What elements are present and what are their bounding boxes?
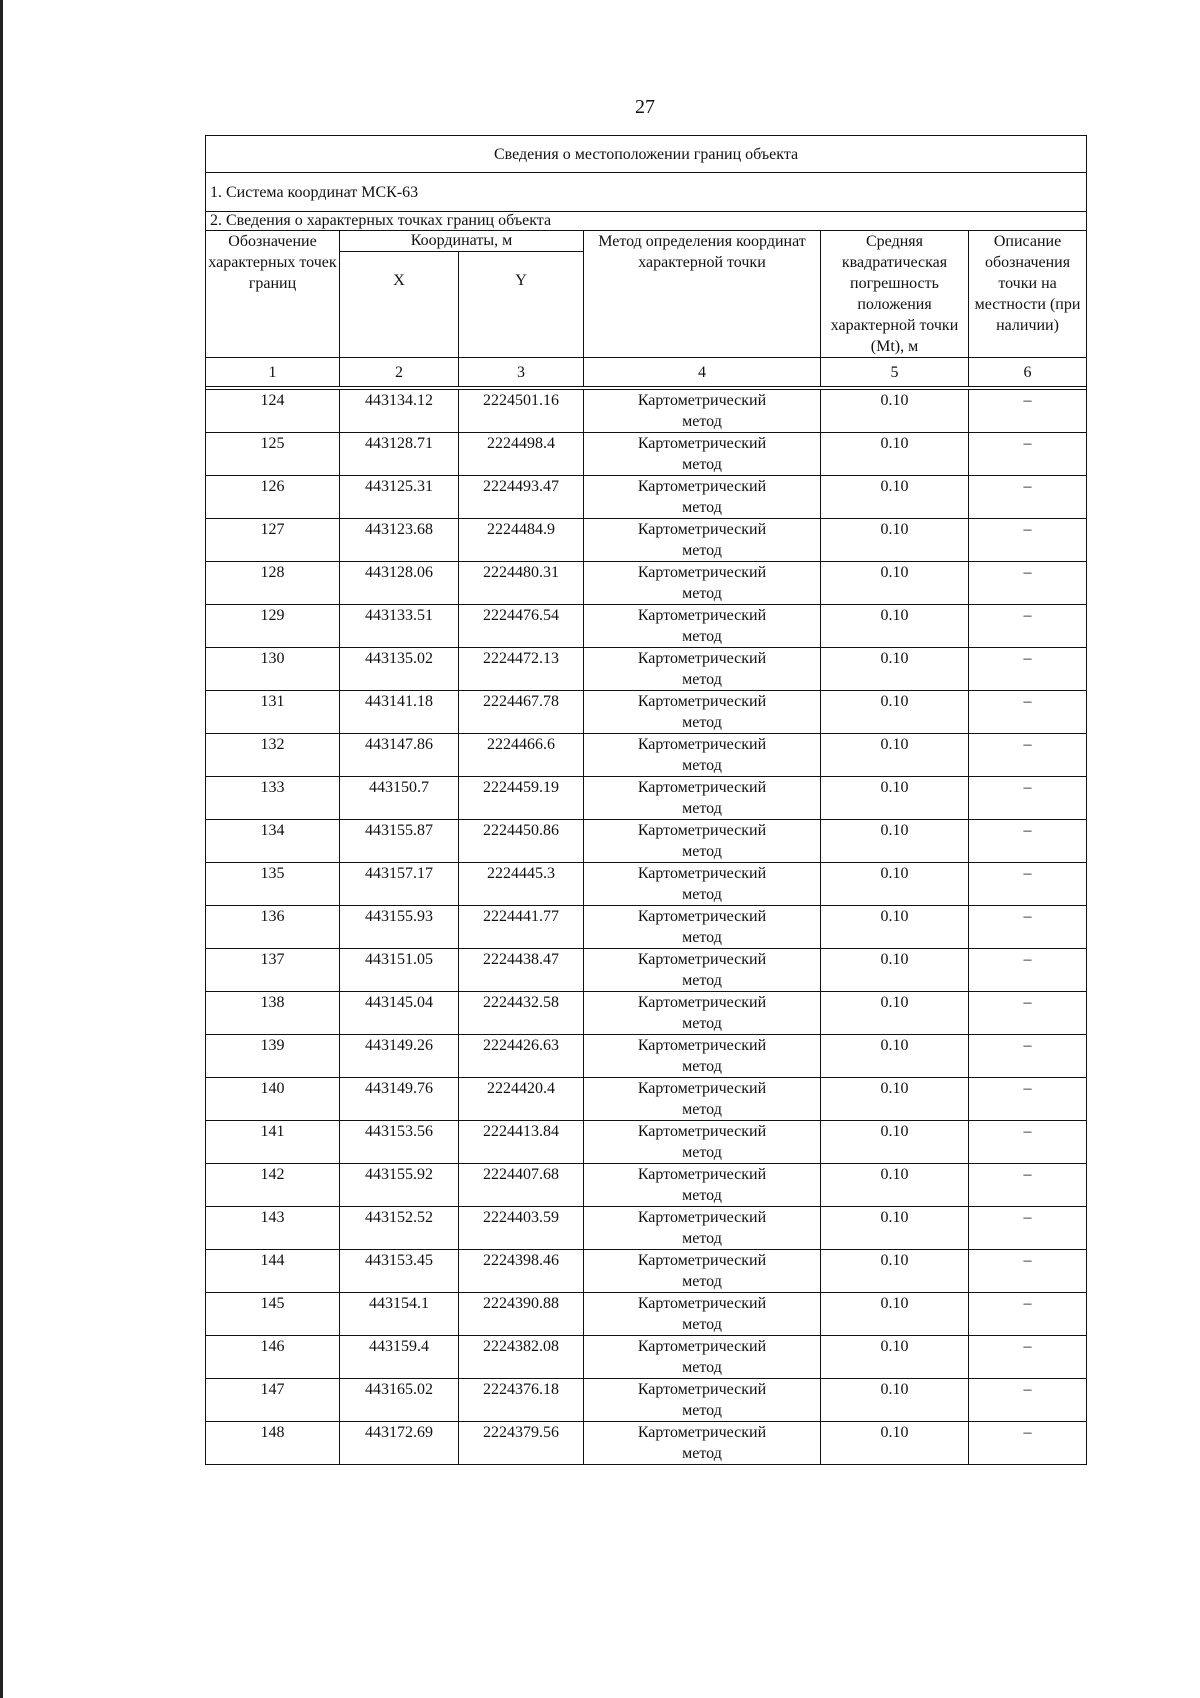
y-coordinate-cell: 2224498.4 [459,433,584,476]
method-line-1: Картометрический [637,1295,767,1312]
table-row [206,605,1087,648]
method-line-1: Картометрический [637,521,767,538]
error-cell: 0.10 [821,605,969,648]
error-cell: 0.10 [821,476,969,519]
boundary-table-sheet [205,135,1086,1465]
description-cell: – [969,1379,1087,1422]
description-cell: – [969,1078,1087,1121]
table-row [206,1121,1087,1164]
table-body [206,136,1087,390]
method-line-2: метод [682,843,722,860]
method-cell [584,777,821,820]
description-cell: – [969,734,1087,777]
point-id-cell: 140 [206,1078,340,1121]
table-row [206,949,1087,992]
point-id-cell: 136 [206,906,340,949]
method-line-2: метод [682,628,722,645]
point-id-cell: 125 [206,433,340,476]
method-cell [584,433,821,476]
method-line-1: Картометрический [637,736,767,753]
x-coordinate-cell: 443157.17 [340,863,459,906]
y-coordinate-cell: 2224432.58 [459,992,584,1035]
column-number: 6 [969,358,1087,387]
y-coordinate-cell: 2224398.46 [459,1250,584,1293]
system-row [206,173,1087,212]
x-coordinate-cell: 443149.76 [340,1078,459,1121]
x-coordinate-cell: 443123.68 [340,519,459,562]
point-id-cell: 147 [206,1379,340,1422]
point-id-cell: 128 [206,562,340,605]
method-line-1: Картометрический [637,908,767,925]
y-coordinate-cell: 2224407.68 [459,1164,584,1207]
x-coordinate-cell: 443155.92 [340,1164,459,1207]
point-id-cell: 135 [206,863,340,906]
method-cell [584,648,821,691]
column-number: 5 [821,358,969,387]
method-line-2: метод [682,1359,722,1376]
method-cell [584,820,821,863]
y-coordinate-cell: 2224382.08 [459,1336,584,1379]
error-cell: 0.10 [821,1164,969,1207]
method-line-1: Картометрический [637,1037,767,1054]
method-cell [584,519,821,562]
method-line-1: Картометрический [637,478,767,495]
method-line-2: метод [682,757,722,774]
method-line-2: метод [682,800,722,817]
method-line-1: Картометрический [637,1381,767,1398]
x-coordinate-cell: 443154.1 [340,1293,459,1336]
method-cell [584,476,821,519]
error-cell: 0.10 [821,1336,969,1379]
table-row [206,863,1087,906]
table-row [206,433,1087,476]
y-coordinate-cell: 2224450.86 [459,820,584,863]
column-number: 4 [584,358,821,387]
error-cell: 0.10 [821,777,969,820]
y-coordinate-cell: 2224445.3 [459,863,584,906]
method-cell [584,1078,821,1121]
method-line-2: метод [682,1316,722,1333]
y-coordinate-cell: 2224403.59 [459,1207,584,1250]
method-line-1: Картометрический [637,951,767,968]
point-id-cell: 130 [206,648,340,691]
method-line-2: метод [682,1187,722,1204]
table-row [206,1164,1087,1207]
error-cell: 0.10 [821,949,969,992]
method-line-2: метод [682,413,722,430]
point-id-cell: 145 [206,1293,340,1336]
method-line-2: метод [682,1445,722,1462]
point-id-cell: 134 [206,820,340,863]
title-row [206,136,1087,173]
error-cell: 0.10 [821,1422,969,1465]
point-id-cell: 143 [206,1207,340,1250]
error-cell: 0.10 [821,906,969,949]
y-coordinate-cell: 2224420.4 [459,1078,584,1121]
table-row [206,1035,1087,1078]
y-coordinate-cell: 2224476.54 [459,605,584,648]
method-line-2: метод [682,972,722,989]
description-cell: – [969,433,1087,476]
point-id-cell: 129 [206,605,340,648]
y-coordinate-cell: 2224484.9 [459,519,584,562]
description-cell: – [969,1164,1087,1207]
x-coordinate-cell: 443153.45 [340,1250,459,1293]
header-x: X [340,252,459,358]
method-line-1: Картометрический [637,822,767,839]
method-line-1: Картометрический [637,1123,767,1140]
error-cell: 0.10 [821,1250,969,1293]
boundary-points-table [205,135,1087,1465]
error-cell: 0.10 [821,648,969,691]
x-coordinate-cell: 443159.4 [340,1336,459,1379]
table-row [206,1293,1087,1336]
error-cell: 0.10 [821,691,969,734]
method-line-2: метод [682,499,722,516]
method-line-1: Картометрический [637,779,767,796]
method-line-1: Картометрический [637,1209,767,1226]
table-row [206,734,1087,777]
method-line-2: метод [682,929,722,946]
error-cell: 0.10 [821,1121,969,1164]
y-coordinate-cell: 2224390.88 [459,1293,584,1336]
x-coordinate-cell: 443128.06 [340,562,459,605]
error-cell: 0.10 [821,820,969,863]
x-coordinate-cell: 443145.04 [340,992,459,1035]
description-cell: – [969,519,1087,562]
point-id-cell: 146 [206,1336,340,1379]
error-cell: 0.10 [821,863,969,906]
method-line-1: Картометрический [637,1080,767,1097]
description-cell: – [969,476,1087,519]
method-cell [584,906,821,949]
table-row [206,777,1087,820]
error-cell: 0.10 [821,1035,969,1078]
method-cell [584,734,821,777]
x-coordinate-cell: 443135.02 [340,648,459,691]
method-line-1: Картометрический [637,607,767,624]
error-cell: 0.10 [821,1293,969,1336]
description-cell: – [969,1250,1087,1293]
table-row [206,519,1087,562]
point-id-cell: 127 [206,519,340,562]
x-coordinate-cell: 443153.56 [340,1121,459,1164]
method-cell [584,1207,821,1250]
table-row [206,1250,1087,1293]
y-coordinate-cell: 2224501.16 [459,390,584,433]
description-cell: – [969,648,1087,691]
y-coordinate-cell: 2224441.77 [459,906,584,949]
table-row [206,390,1087,433]
x-coordinate-cell: 443141.18 [340,691,459,734]
description-cell: – [969,1035,1087,1078]
error-cell: 0.10 [821,992,969,1035]
point-id-cell: 141 [206,1121,340,1164]
table-row [206,1078,1087,1121]
description-cell: – [969,949,1087,992]
method-line-2: метод [682,1015,722,1032]
error-cell: 0.10 [821,390,969,433]
y-coordinate-cell: 2224376.18 [459,1379,584,1422]
method-line-1: Картометрический [637,650,767,667]
method-cell [584,992,821,1035]
method-line-1: Картометрический [637,994,767,1011]
x-coordinate-cell: 443150.7 [340,777,459,820]
x-coordinate-cell: 443128.71 [340,433,459,476]
table-row [206,562,1087,605]
point-id-cell: 139 [206,1035,340,1078]
point-id-cell: 132 [206,734,340,777]
method-line-2: метод [682,886,722,903]
section-title: 2. Сведения о характерных точках границ объекта [206,212,1087,231]
table-row [206,906,1087,949]
method-line-2: метод [682,714,722,731]
y-coordinate-cell: 2224493.47 [459,476,584,519]
method-line-1: Картометрический [637,564,767,581]
method-line-2: метод [682,1230,722,1247]
method-cell [584,863,821,906]
table-row [206,691,1087,734]
x-coordinate-cell: 443133.51 [340,605,459,648]
page-number: 27 [635,96,655,118]
point-id-cell: 137 [206,949,340,992]
method-line-2: метод [682,671,722,688]
description-cell: – [969,691,1087,734]
description-cell: – [969,1293,1087,1336]
header-coordinates: Координаты, м [340,231,584,252]
error-cell: 0.10 [821,1207,969,1250]
y-coordinate-cell: 2224379.56 [459,1422,584,1465]
method-line-1: Картометрический [637,1252,767,1269]
method-cell [584,1121,821,1164]
point-id-cell: 131 [206,691,340,734]
point-id-cell: 133 [206,777,340,820]
y-coordinate-cell: 2224426.63 [459,1035,584,1078]
column-number: 1 [206,358,340,387]
table-row [206,1336,1087,1379]
method-cell [584,691,821,734]
point-id-cell: 144 [206,1250,340,1293]
error-cell: 0.10 [821,1379,969,1422]
method-cell [584,949,821,992]
x-coordinate-cell: 443155.93 [340,906,459,949]
method-cell [584,1336,821,1379]
header-point: Обозначение характерных точек границ [206,231,340,358]
table-row [206,476,1087,519]
description-cell: – [969,777,1087,820]
table-row [206,820,1087,863]
method-cell [584,562,821,605]
table-row [206,1422,1087,1465]
description-cell: – [969,863,1087,906]
description-cell: – [969,1422,1087,1465]
y-coordinate-cell: 2224459.19 [459,777,584,820]
method-cell [584,390,821,433]
method-line-2: метод [682,542,722,559]
description-cell: – [969,1121,1087,1164]
error-cell: 0.10 [821,433,969,476]
method-line-2: метод [682,1273,722,1290]
description-cell: – [969,1336,1087,1379]
method-line-1: Картометрический [637,1166,767,1183]
description-cell: – [969,992,1087,1035]
table-row [206,648,1087,691]
method-cell [584,1250,821,1293]
method-cell [584,1035,821,1078]
table-title: Сведения о местоположении границ объекта [206,136,1087,173]
x-coordinate-cell: 443149.26 [340,1035,459,1078]
error-cell: 0.10 [821,562,969,605]
y-coordinate-cell: 2224413.84 [459,1121,584,1164]
method-cell [584,605,821,648]
description-cell: – [969,390,1087,433]
point-id-cell: 126 [206,476,340,519]
method-line-2: метод [682,585,722,602]
x-coordinate-cell: 443134.12 [340,390,459,433]
description-cell: – [969,820,1087,863]
x-coordinate-cell: 443147.86 [340,734,459,777]
header-method: Метод определения координат характерной точки [584,231,821,358]
description-cell: – [969,906,1087,949]
method-line-1: Картометрический [637,865,767,882]
y-coordinate-cell: 2224466.6 [459,734,584,777]
point-id-cell: 124 [206,390,340,433]
y-coordinate-cell: 2224472.13 [459,648,584,691]
column-number: 2 [340,358,459,387]
y-coordinate-cell: 2224467.78 [459,691,584,734]
x-coordinate-cell: 443125.31 [340,476,459,519]
error-cell: 0.10 [821,734,969,777]
column-number: 3 [459,358,584,387]
header-error: Средняя квадратическая погрешность положения характерной точки (Mt), м [821,231,969,358]
table-row [206,1207,1087,1250]
method-line-1: Картометрический [637,1424,767,1441]
header-description: Описание обозначения точки на местности (при наличии) [969,231,1087,358]
error-cell: 0.10 [821,1078,969,1121]
x-coordinate-cell: 443172.69 [340,1422,459,1465]
method-line-1: Картометрический [637,693,767,710]
x-coordinate-cell: 443152.52 [340,1207,459,1250]
method-line-2: метод [682,1058,722,1075]
method-line-1: Картометрический [637,1338,767,1355]
y-coordinate-cell: 2224480.31 [459,562,584,605]
method-cell [584,1379,821,1422]
y-coordinate-cell: 2224438.47 [459,949,584,992]
method-line-1: Картометрический [637,435,767,452]
header-row-top [206,231,1087,252]
method-line-2: метод [682,1101,722,1118]
header-y: Y [459,252,584,358]
point-id-cell: 148 [206,1422,340,1465]
point-id-cell: 142 [206,1164,340,1207]
table-row [206,1379,1087,1422]
x-coordinate-cell: 443165.02 [340,1379,459,1422]
description-cell: – [969,605,1087,648]
column-number-row [206,358,1087,387]
method-line-2: метод [682,1402,722,1419]
table-rows [206,390,1087,1465]
description-cell: – [969,1207,1087,1250]
section-row [206,212,1087,231]
error-cell: 0.10 [821,519,969,562]
method-cell [584,1164,821,1207]
method-cell [584,1422,821,1465]
table-row [206,992,1087,1035]
method-cell [584,1293,821,1336]
method-line-2: метод [682,456,722,473]
scan-left-edge [0,0,3,1698]
point-id-cell: 138 [206,992,340,1035]
method-line-2: метод [682,1144,722,1161]
x-coordinate-cell: 443151.05 [340,949,459,992]
description-cell: – [969,562,1087,605]
coordinate-system: 1. Система координат МСК-63 [206,173,1087,212]
method-line-1: Картометрический [637,392,767,409]
x-coordinate-cell: 443155.87 [340,820,459,863]
